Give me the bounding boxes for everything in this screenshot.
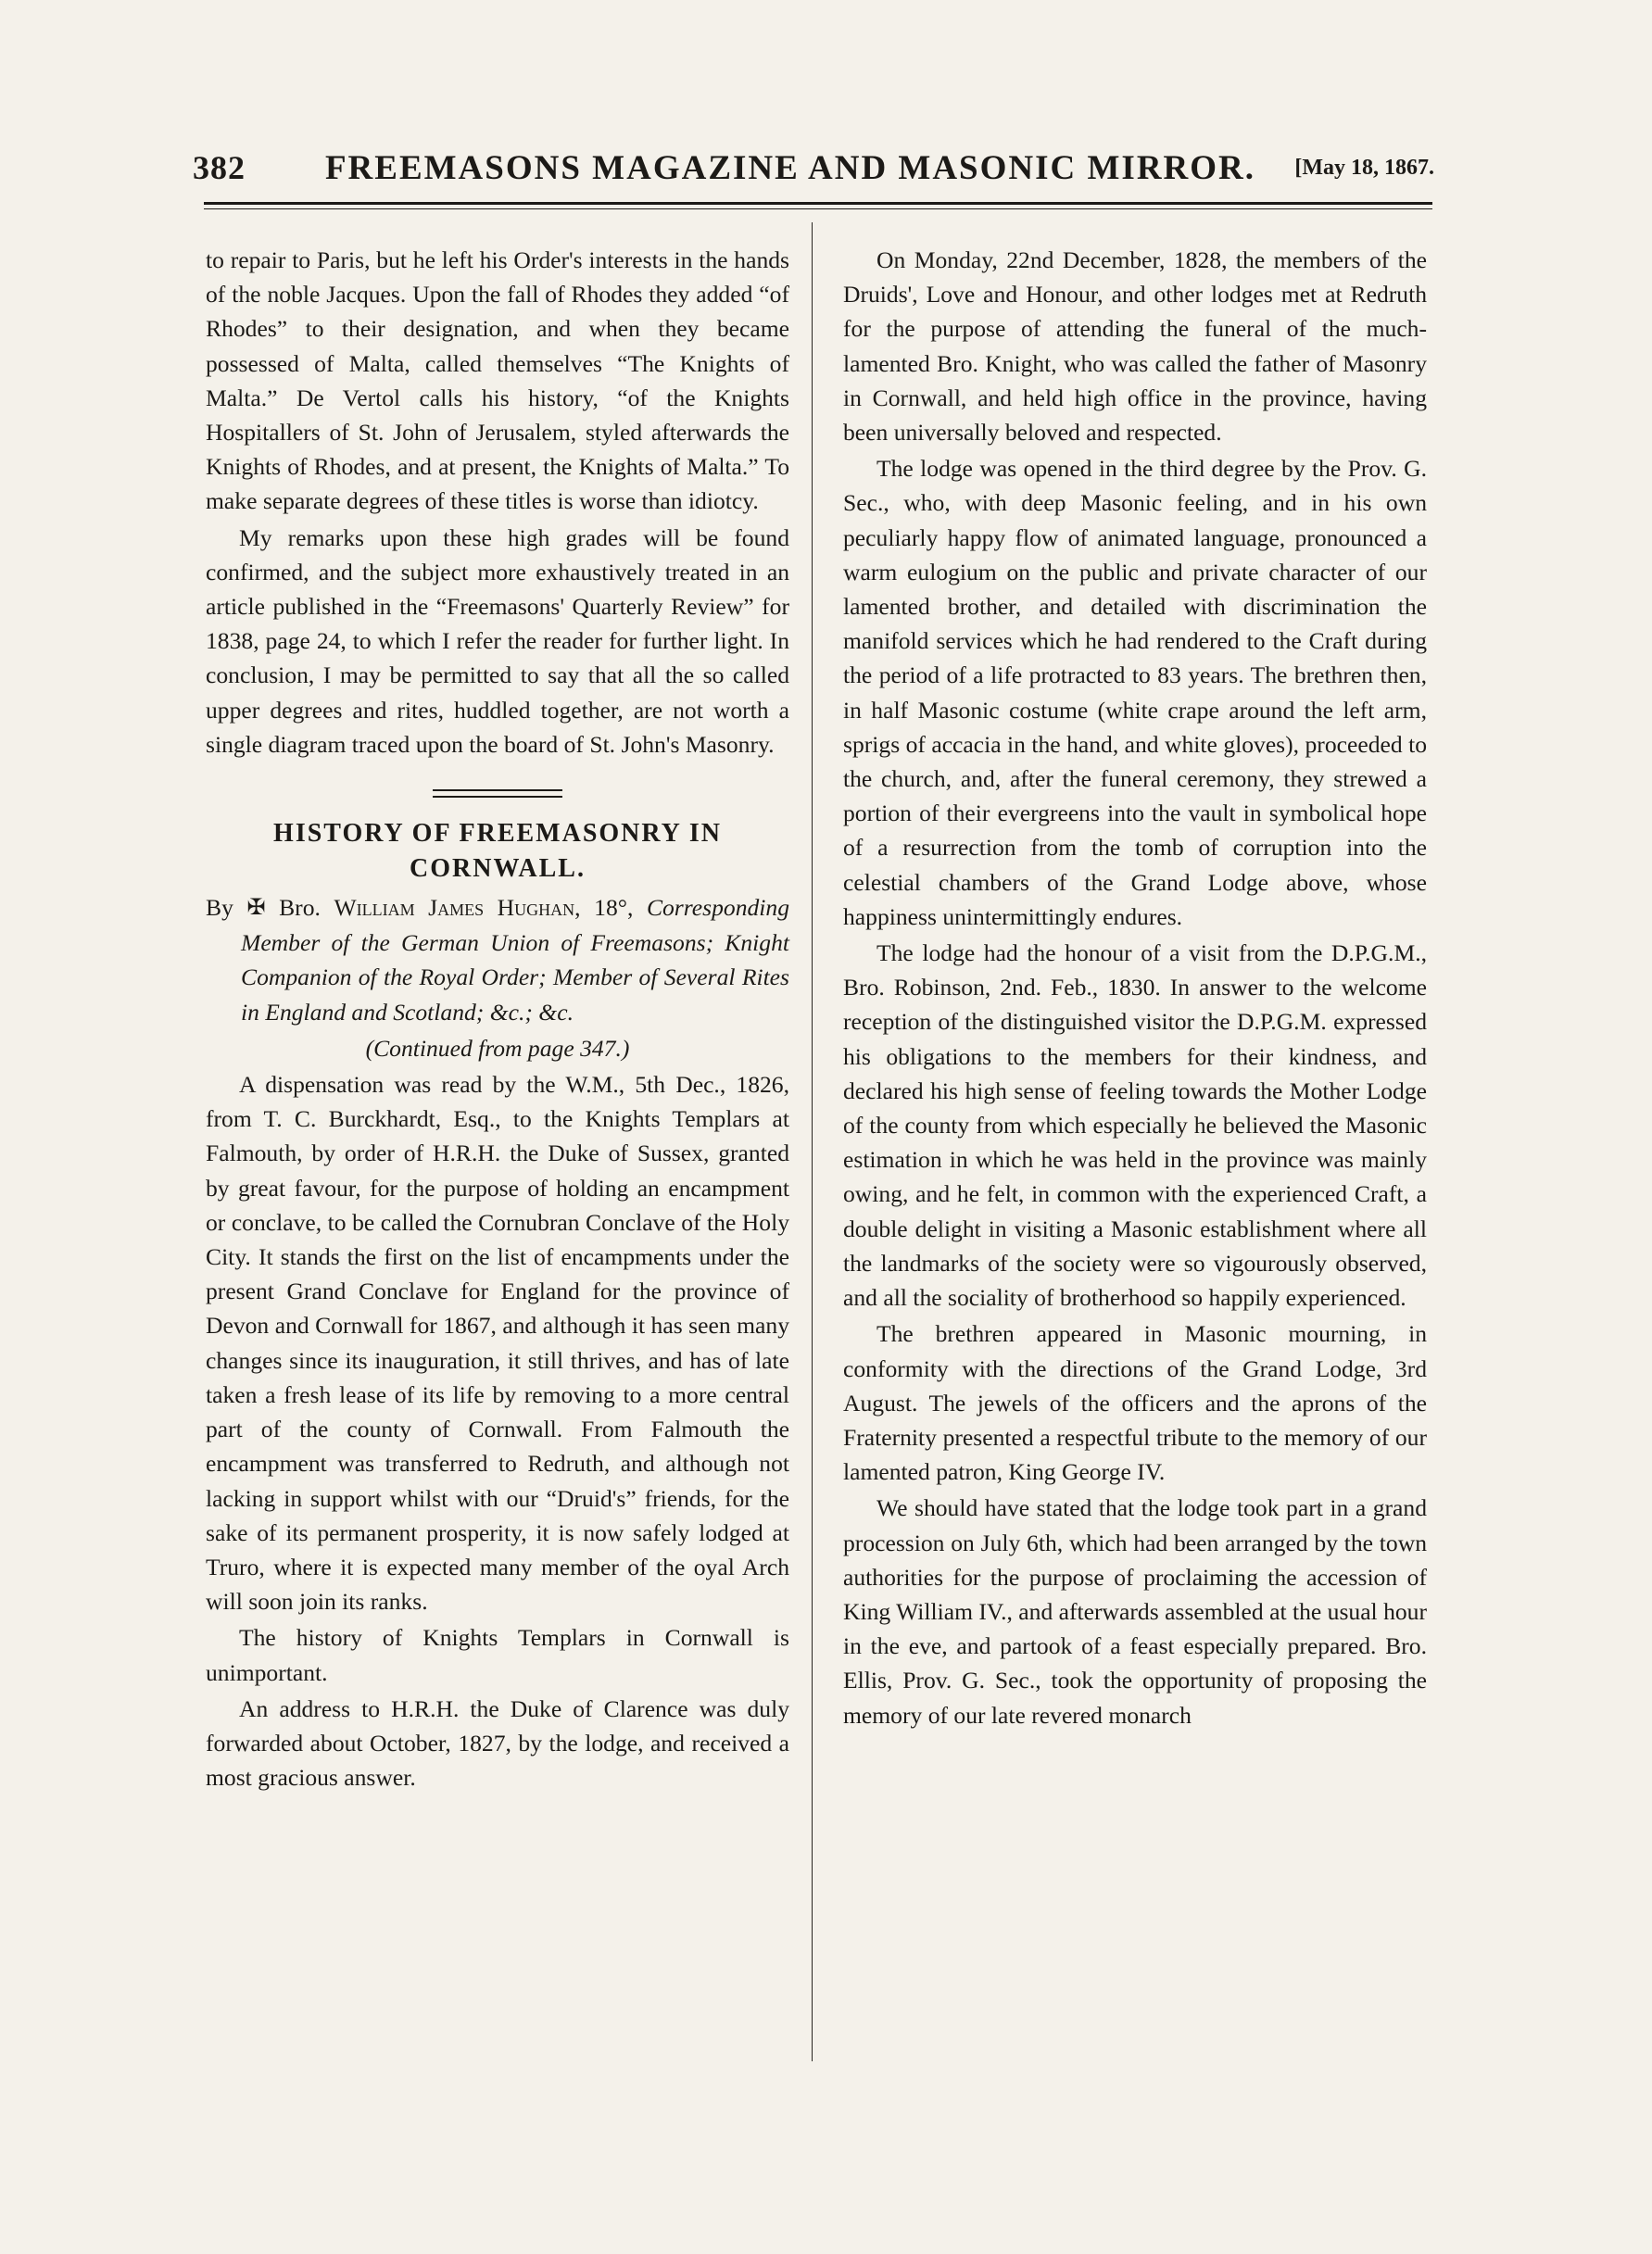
author-description: Corresponding Member of the German Union of Freemasons; Knight Companion of the Royal Order; Member of Several Rites in England and Scotland; &c.; &c. <box>241 894 789 1026</box>
paragraph: We should have stated that the lodge took part in a grand procession on July 6th, which had been arranged by the town authorities for the purpose of proclaiming the accession of King William IV., and afterwards assembled at the usual hour in the eve, and partook of a feast especially prepared. Bro. Ellis, Prov. G. Sec., took the opportunity of proposing the memory of our late revered monarch <box>843 1494 1427 1729</box>
author-name: William James Hughan, <box>334 894 581 922</box>
paragraph: On Monday, 22nd December, 1828, the members of the Druids', Love and Honour, and other lodges met at Redruth for the purpose of attending the funeral of the much-lamented Bro. Knight, who was called the father of Masonry in Cornwall, and held high office in the province, having been universally beloved and respected. <box>843 246 1427 447</box>
author-degree: 18°, <box>594 894 634 922</box>
column-divider <box>812 222 813 2061</box>
paragraph: A dispensation was read by the W.M., 5th Dec., 1826, from T. C. Burckhardt, Esq., to the Knights Templars at Falmouth, by order of H.R.H. the Duke of Sussex, granted by great favour, for the purpose of holding an encampment or conclave, to be called the Cornubran Conclave of the Holy City. It stands the first on the list of encampments under the present Grand Conclave for England for the province of Devon and Cornwall for 1867, and although it has seen many changes since its inauguration, it still thrives, and has of late taken a fresh lease of its life by removing to a more central part of the county of Cornwall. From Falmouth the encampment was transferred to Redruth, and although not lacking in support whilst with our “Druid's” friends, for the sake of its permanent prosperity, it is now safely lodged at Truro, where it is expected many member of the oyal Arch will soon join its ranks. <box>206 1071 789 1616</box>
paragraph: An address to H.R.H. the Duke of Clarence was duly forwarded about October, 1827, by the lodge, and received a most gracious answer. <box>206 1694 789 1792</box>
left-column <box>206 243 789 1794</box>
masthead <box>193 148 1434 189</box>
paragraph: The lodge was opened in the third degree by the Prov. G. Sec., who, with deep Masonic feeling, and in his own peculiarly happy flow of animated language, pronounced a warm eulogium on the public and private character of our lamented brother, and detailed with discrimination the manifold services which he had rendered to the Craft during the period of a life protracted to 83 years. The brethren then, in half Masonic costume (white crape around the left arm, sprigs of accacia in the hand, and white gloves), proceeded to the church, and, after the funeral ceremony, they strewed a portion of their evergreens into the vault in symbolical hope of a resurrection from the tomb of corruption into the celestial chambers of the Grand Lodge above, whose happiness unintermittingly endures. <box>843 455 1427 930</box>
paragraph: to repair to Paris, but he left his Order's interests in the hands of the noble Jacques. Upon the fall of Rhodes they added “of Rhodes” to their designation, and when they became possessed of Malta, called themselves “The Knights of Malta.” De Vertol calls his history, “of the Knights Hospitallers of St. John of Jerusalem, styled afterwards the Knights of Rhodes, and at present, the Knights of Malta.” To make separate degrees of these titles is worse than idiotcy. <box>206 246 789 515</box>
paragraph: The brethren appeared in Masonic mourning, in conformity with the directions of the Grand Lodge, 3rd August. The jewels of the officers and the aprons of the Fraternity presented a respectful tribute to the memory of our lamented patron, King George IV. <box>843 1320 1427 1486</box>
article-title: HISTORY OF FREEMASONRY IN CORNWALL. <box>273 819 722 884</box>
issue-date: [May 18, 1867. <box>1294 156 1434 180</box>
header-rule-thin <box>204 208 1432 209</box>
continued-note: (Continued from page 347.) <box>365 1034 630 1062</box>
paragraph: My remarks upon these high grades will be found confirmed, and the subject more exhaustively treated in an article published in the “Freemasons' Quarterly Review” for 1838, page 24, to which I refer the reader for further light. In conclusion, I may be permitted to say that all the so called upper degrees and rites, huddled together, are not worth a single diagram traced upon the board of St. John's Masonry. <box>206 523 789 758</box>
byline-prefix: By <box>206 894 233 922</box>
paragraph: The lodge had the honour of a visit from the D.P.G.M., Bro. Robinson, 2nd. Feb., 1830. In answer to the welcome reception of the distinguished visitor the D.P.G.M. expressed his obligations to the members for their kindness, and declared his high sense of feeling towards the Mother Lodge of the county from which especially he believed the Masonic estimation in which he was held in the province was mainly owing, and he felt, in common with the experienced Craft, a double delight in visiting a Masonic establishment where all the landmarks of the society were so vigourously observed, and all the sociality of brotherhood so happily experienced. <box>843 939 1427 1312</box>
right-column <box>843 243 1427 1732</box>
page-number: 382 <box>193 149 246 186</box>
byline-bro: Bro. <box>279 894 321 922</box>
paragraph: The history of Knights Templars in Cornwall is unimportant. <box>206 1624 789 1686</box>
header-rule-thick <box>204 202 1432 205</box>
article-byline <box>206 890 789 1029</box>
maltese-cross-icon: ✠ <box>246 896 266 921</box>
running-title: FREEMASONS MAGAZINE AND MASONIC MIRROR. <box>324 149 1256 187</box>
section-separator <box>433 789 562 798</box>
